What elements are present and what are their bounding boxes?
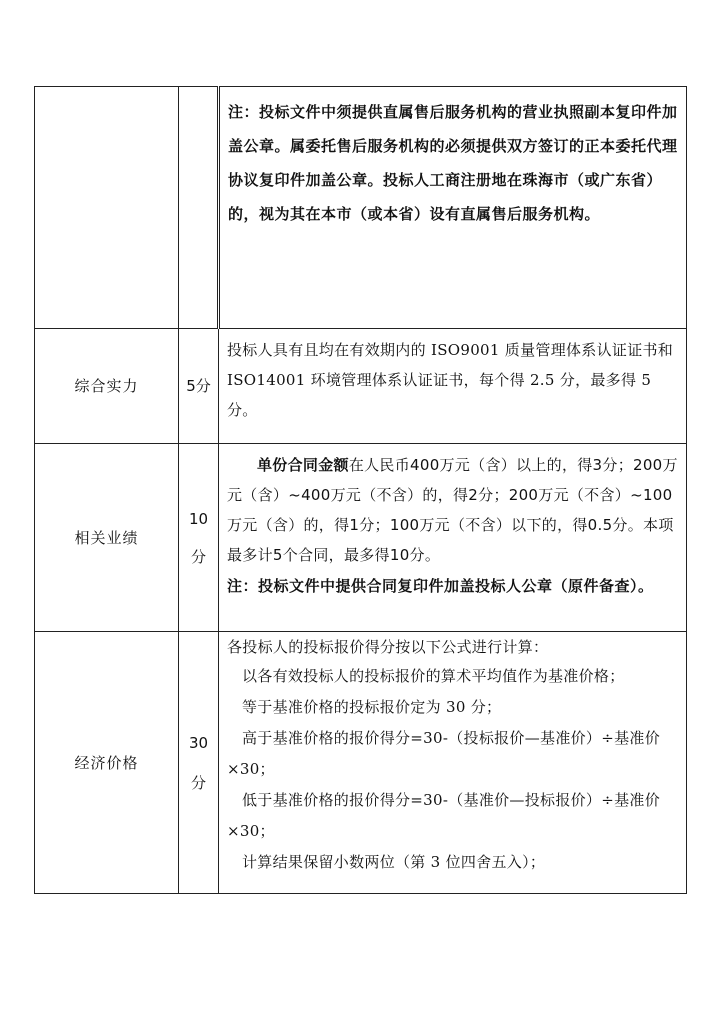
item-name-performance: 相关业绩 bbox=[35, 444, 179, 632]
table-row-performance bbox=[35, 444, 687, 632]
item-name-price: 经济价格 bbox=[35, 632, 179, 894]
item-name-cell bbox=[35, 87, 179, 329]
score-price-number: 30 bbox=[188, 733, 209, 752]
after-sales-note: 注：投标文件中须提供直属售后服务机构的营业执照副本复印件加盖公章。属委托售后服务机构的必须提供双方签订的正本委托代理协议复印件加盖公章。投标人工商注册地在珠海市（或广东省）的，视为其在本市（或本省）设有直属售后服务机构。 bbox=[228, 103, 678, 223]
table-row-continued bbox=[35, 87, 687, 329]
description-price bbox=[219, 632, 687, 894]
score-price-unit: 分 bbox=[190, 773, 206, 792]
price-line-6: 计算结果保留小数两位（第 3 位四舍五入）； bbox=[242, 853, 546, 871]
score-performance bbox=[179, 444, 219, 632]
score-price bbox=[179, 632, 219, 894]
table-row-price bbox=[35, 632, 687, 894]
score-performance-unit: 分 bbox=[190, 547, 206, 566]
description-cell bbox=[219, 87, 687, 329]
item-name-strength: 综合实力 bbox=[35, 329, 179, 444]
performance-criteria bbox=[227, 450, 679, 570]
price-line-4: 高于基准价格的报价得分=30-（投标报价—基准价）÷基准价×30； bbox=[227, 729, 660, 778]
price-line-2: 以各有效投标人的投标报价的算术平均值作为基准价格； bbox=[242, 667, 625, 685]
price-line-3: 等于基准价格的投标报价定为 30 分； bbox=[242, 698, 502, 716]
score-strength: 5分 bbox=[179, 329, 219, 444]
scoring-table bbox=[34, 86, 687, 894]
price-line-5: 低于基准价格的报价得分=30-（基准价—投标报价）÷基准价×30； bbox=[227, 791, 660, 840]
price-line-1: 各投标人的投标报价得分按以下公式进行计算： bbox=[227, 638, 549, 656]
score-cell bbox=[179, 87, 219, 329]
score-performance-number: 10 bbox=[188, 509, 209, 528]
description-performance bbox=[219, 444, 687, 632]
strength-criteria: 投标人具有且均在有效期内的 ISO9001 质量管理体系认证证书和 ISO14001 环境管理体系认证证书，每个得 2.5 分，最多得 5 分。 bbox=[227, 341, 674, 419]
performance-criteria-lead: 单份合同金额 bbox=[257, 456, 349, 474]
table-row-strength bbox=[35, 329, 687, 444]
performance-note: 注：投标文件中提供合同复印件加盖投标人公章（原件备查）。 bbox=[227, 577, 654, 595]
performance-criteria-rest: 在人民币400万元（含）以上的，得3分；200万元（含）~400万元（不含）的，得2分；200万元（不含）~100万元（含）的，得1分；100万元（不含）以下的，得0.5分。本项最多计5个合同，最多得10分。 bbox=[227, 456, 678, 564]
description-strength bbox=[219, 329, 687, 444]
